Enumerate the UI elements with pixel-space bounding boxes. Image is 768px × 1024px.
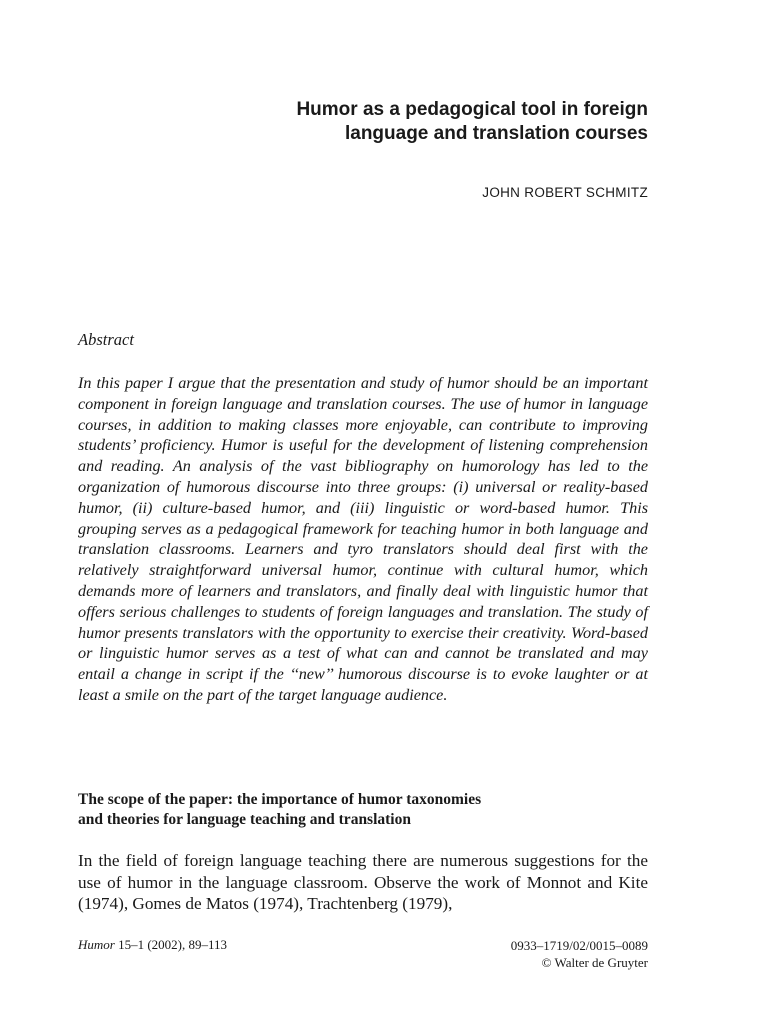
section-heading xyxy=(78,790,648,830)
paper-title xyxy=(128,98,648,146)
title-line-1: Humor as a pedagogical tool in foreign xyxy=(296,99,648,120)
section-heading-line-2: and theories for language teaching and translation xyxy=(78,811,411,828)
issn-code: 0933–1719/02/0015–0089 xyxy=(510,938,648,953)
body-paragraph: In the field of foreign language teaching there are numerous suggestions for the use of humor in the language classroom. Observe the work of Monnot and Kite (1974), Gomes de Matos (1974), Trachtenberg (1979), xyxy=(78,851,648,913)
publication-info xyxy=(511,937,648,971)
section-heading-line-1: The scope of the paper: the importance of humor taxonomies xyxy=(78,791,482,808)
abstract-text: In this paper I argue that the presentation and study of humor should be an important component in foreign language and translation courses. The use of humor in language courses, in addition to making classes more enjoyable, can contribute to improving students’ proficiency. Humor is useful for the development of listening comprehension and reading. An analysis of the vast bibliography on humorology has led to the organization of humorous discourse into three groups: (i) universal or reality-based humor, (ii) culture-based humor, and (iii) linguistic or word-based humor. This grouping serves as a pedagogical framework for teaching humor in both language and translation classrooms. Learners and tyro translators should deal first with the relatively straightforward universal humor, continue with cultural humor, which demands more of learners and translators, and finally deal with linguistic humor that offers serious challenges to students of foreign languages and translation. The study of humor presents translators with the opportunity to exercise their creativity. Word-based or linguistic humor serves as a test of what can and cannot be translated and may entail a change in script if the ‘‘new’’ humorous discourse is to evoke laughter or at least a smile on the part of the target language audience. xyxy=(78,374,648,704)
journal-name: Humor xyxy=(78,937,115,952)
author-name: JOHN ROBERT SCHMITZ xyxy=(482,185,648,200)
title-line-2: language and translation courses xyxy=(344,123,648,144)
abstract-heading: Abstract xyxy=(78,330,134,349)
publisher-copyright: © Walter de Gruyter xyxy=(541,955,648,970)
journal-citation xyxy=(78,937,227,953)
volume-pages: 15–1 (2002), 89–113 xyxy=(114,937,228,952)
